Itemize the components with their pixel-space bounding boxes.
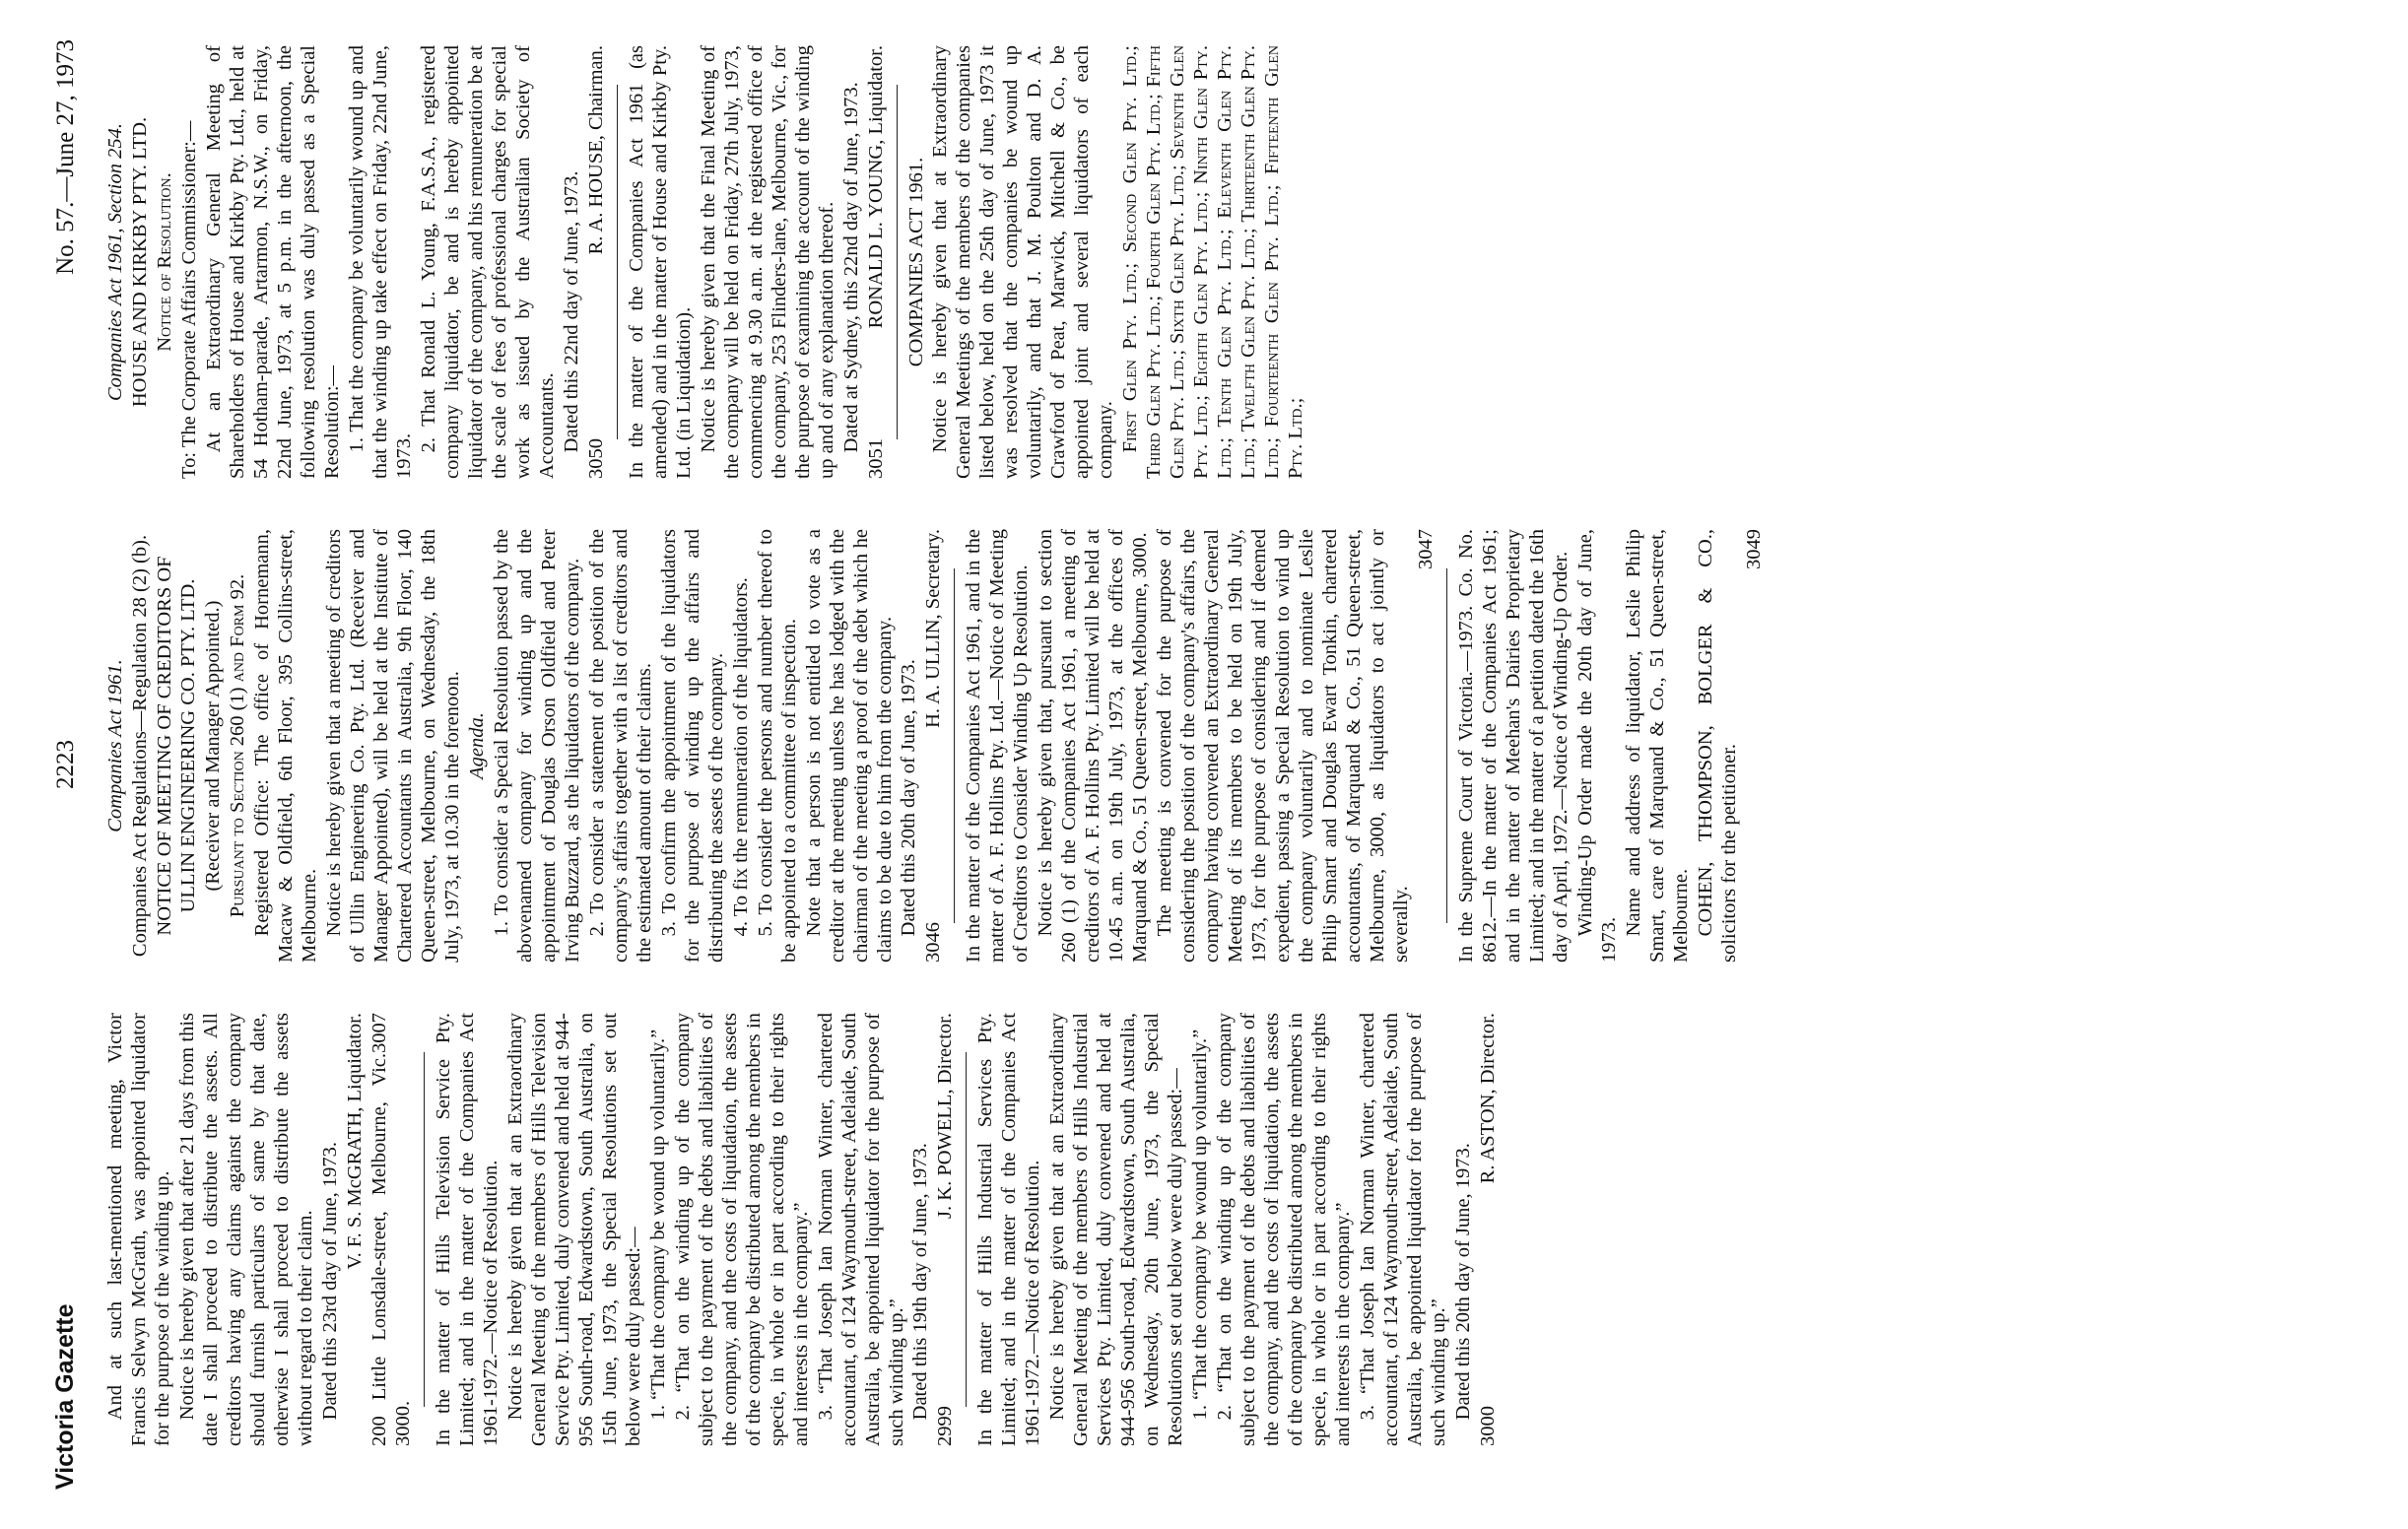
act-title: Companies Act 1961, Section 254.	[104, 122, 126, 402]
notice-subheading: Notice of Resolution.	[153, 172, 175, 352]
notice-subheading: (Receiver and Manager Appointed.)	[201, 600, 224, 892]
notice-title: In the matter of the Companies Act 1961, and in the matter of A. F. Hollins Pty. Ltd.—Notice of Meeting of Creditors to Consider Winding Up Resolution.	[963, 529, 1033, 963]
notice-heading: COMPANIES ACT 1961.	[904, 157, 927, 367]
notice-title: In the Supreme Court of Victoria.—1973. Co. No. 8612.—In the matter of the Companies Act 1961; and in the matter of Meehan's Dairies Proprietary Limited; and in the matter of a petition dated the 16th day of April, 1972.—Notice of Winding-Up Order.	[1455, 529, 1572, 963]
notice-title: In the matter of Hills Television Service Pty. Limited; and in the matter of the Companies Act 1961-1972.—Notice of Resolution.	[432, 1013, 502, 1446]
notice-text: Name and address of liquidator, Leslie Philip Smart, care of Marquand & Co., 51 Queen-street, Melbourne.	[1623, 529, 1692, 963]
notice-text: Notice is hereby given that after 21 days from this date I shall proceed to distribute the assets. All creditors having any claims against the company should furnish particulars of same by that date, otherwise I shall proceed to distribute the assets without regard to their claim.	[175, 1013, 316, 1446]
dated-line: Dated this 20th day of June, 1973.	[1452, 1143, 1475, 1421]
resolution: 1. That the company be voluntarily wound up and that the winding up take effect on Friday, 22nd June, 1973.	[345, 45, 415, 479]
dated-line: Dated this 20th day of June, 1973.	[898, 659, 920, 937]
divider	[1446, 568, 1447, 923]
publication-title: Victoria Gazette	[51, 1303, 79, 1490]
notice-text: Winding-Up Order made the 20th day of June, 1973.	[1574, 529, 1621, 963]
agenda-item: 3. To confirm the appointment of the liquidators for the purpose of winding up the affairs and distributing the assets of the company.	[657, 529, 727, 963]
dated-line: Dated this 23rd day of June, 1973.	[318, 1141, 341, 1421]
dated-line: Dated this 22nd day of June, 1973.	[560, 170, 582, 453]
dated-line: Dated this 19th day of June, 1973.	[909, 1143, 932, 1421]
dated-line: Dated at Sydney, this 22nd day of June, 1973.	[839, 82, 862, 453]
signature: 3046 H. A. ULLIN, Secretary.	[922, 529, 945, 963]
notice-text: Note that a person is not entitled to vote as a creditor at the meeting unless he has lodged with the chairman of the meeting a proof of the debt which he claims to be due to him from the company.	[802, 529, 896, 963]
agenda-item: 5. To consider the persons and number thereof to be appointed to a committee of inspection.	[754, 529, 800, 963]
resolution: 3. “That Joseph Ian Norman Winter, chartered accountant, of 124 Waymouth-street, Adelaide, South Australia, be appointed liquidator for the purpose of such winding up.”	[814, 1013, 907, 1446]
notice-number: 3047	[1415, 529, 1438, 569]
company-list: First Glen Pty. Ltd.; Second Glen Pty. Ltd.; Third Glen Pty. Ltd.; Fourth Glen Pty. Ltd.; Fifth Glen Pty. Ltd.; Sixth Glen Pty. Ltd.; Seventh Glen Pty. Ltd.; Eighth Glen Pty. Ltd.; Ninth Glen Pty. Ltd.; Tenth Glen Pty. Ltd.; Eleventh Glen Pty. Ltd.; Twelfth Glen Pty. Ltd.; Thirteenth Glen Pty. Ltd.; Fourteenth Glen Pty. Ltd.; Fifteenth Glen Pty. Ltd.;	[1119, 45, 1307, 479]
resolution: 1. “That the company be wound up voluntarily.”	[646, 1029, 669, 1421]
signature: 3050 R. A. HOUSE, Chairman.	[584, 45, 607, 479]
agenda-heading: Agenda.	[465, 712, 488, 779]
divider	[617, 85, 618, 439]
resolution: 3. “That Joseph Ian Norman Winter, chartered accountant, of 124 Waymouth-street, Adelaide, South Australia, be appointed liquidator for the purpose of such winding up.”	[1357, 1013, 1450, 1446]
notice-text: The meeting is convened for the purpose of considering the position of the company's affairs, the company having convened an Extraordinary General Meeting of its members to be held on 19th July, 1973, for the purpose of considering and if deemed expedient, passing a Special Resolution to wind up the company voluntarily and to nominate Leslie Philip Smart and Douglas Ewart Tonkin, chartered accountants, of Marquand & Co., 51 Queen-street, Melbourne, 3000, as liquidators to act jointly or severally.	[1154, 529, 1413, 963]
agenda-item: 2. To consider a statement of the position of the company's affairs together with a list of creditors and the estimated amount of their claims.	[585, 529, 655, 963]
regulation-line: Companies Act Regulations—Regulation 28 (2) (b).	[128, 534, 151, 958]
notice-text: Registered Office: The office of Hornemann, Macaw & Oldfield, 6th Floor, 395 Collins-street, Melbourne.	[250, 529, 320, 963]
addressee: To: The Corporate Affairs Commissioner:—	[177, 120, 200, 479]
divider	[954, 568, 955, 923]
column-3	[104, 45, 1309, 479]
notice-text: At an Extraordinary General Meeting of Shareholders of House and Kirkby Pty. Ltd., held at 54 Hotham-parade, Artarmon, N.S.W., on Friday, 22nd June, 1973, at 5 p.m. in the afternoon, the following resolution was duly passed as a Special Resolution:—	[202, 45, 343, 479]
notice-text: Notice is hereby given that at an Extraordinary General Meeting of the members of Hills Television Service Pty. Limited, duly convened and held at 944-956 South-road, Edwardstown, South Australia, on 15th June, 1973, the Special Resolutions set out below were duly passed:—	[503, 1013, 644, 1446]
page-header	[51, 39, 97, 1490]
address-line: 200 Little Lonsdale-street, Melbourne, Vic. 3000. 3007	[368, 1013, 414, 1446]
agenda-item: 4. To fix the remuneration of the liquidators.	[729, 577, 752, 937]
notice-text: And at such last-mentioned meeting, Victor Francis Selwyn McGrath, was appointed liquidator for the purpose of the winding up.	[104, 1013, 173, 1446]
issue-date: No. 57.—June 27, 1973	[52, 39, 79, 275]
notice-number: 3049	[1742, 529, 1765, 569]
signature: 2999 J. K. POWELL, Director.	[934, 1013, 957, 1446]
notice-title: In the matter of Hills Industrial Services Pty. Limited; and in the matter of the Companies Act 1961-1972.—Notice of Resolution.	[974, 1013, 1044, 1446]
divider	[424, 1052, 425, 1407]
resolution: 2. That Ronald L. Young, F.A.S.A., registered company liquidator, be and is hereby appointed liquidator of the company, and his remuneration be at the scale of fees of professional charges for special work as issued by the Australian Society of Accountants.	[417, 45, 558, 479]
resolution: 2. “That on the winding up of the company subject to the payment of the debts and liabilities of the company, and the costs of liquidation, the assets of the company be distributed among the members in specie, in whole or in part according to their rights and interests in the company.”	[671, 1013, 812, 1446]
signature: 3000 R. ASTON, Director.	[1477, 1013, 1500, 1446]
notice-text: Notice is hereby given that the Final Meeting of the company will be held on Friday, 27th July, 1973, commencing at 9.30 a.m. at the registered office of the company, 253 Flinders-lane, Melbourne, Vic., for the purpose of examining the account of the winding up and of any explanation thereof.	[697, 45, 837, 479]
notice-text: COHEN, THOMPSON, BOLGER & CO., solicitors for the petitioner.	[1694, 529, 1740, 963]
resolution: 1. “That the company be wound up voluntarily.”	[1189, 1029, 1212, 1421]
agenda-item: 1. To consider a Special Resolution passed by the abovenamed company for winding up and the appointment of Douglas Orson Oldfield and Peter Irving Buzzard, as the liquidators of the company.	[490, 529, 583, 963]
notice-title: In the matter of the Companies Act 1961 (as amended) and in the matter of House and Kirkby Pty. Ltd. (in Liquidation).	[625, 45, 695, 479]
divider	[897, 85, 898, 439]
page-number: 2223	[52, 740, 79, 789]
resolution: 2. “That on the winding up of the company subject to the payment of the debts and liabilities of the company, and the costs of liquidation, the assets of the company be distributed among the members in specie, in whole or in part according to their rights and interests in the company.”	[1214, 1013, 1355, 1446]
act-title: Companies Act 1961.	[104, 659, 126, 832]
notice-text: Notice is hereby given that, pursuant to section 260 (1) of the Companies Act 1961, a meeting of creditors of A. F. Hollins Pty. Limited will be held at 10.45 a.m. on 19th July, 1973, at the offices of Marquand & Co., 51 Queen-street, Melbourne, 3000.	[1035, 529, 1152, 963]
column-1	[104, 1013, 1502, 1446]
signature: 3051 RONALD L. YOUNG, Liquidator.	[864, 45, 887, 479]
notice-text: Notice is hereby given that a meeting of creditors of Ullin Engineering Co. Pty. Ltd. (Receiver and Manager Appointed), will be held at the Institute of Chartered Accountants in Australia, 9th Floor, 140 Queen-street, Melbourne, on Wednesday, the 18th July, 1973, at 10.30 in the forenoon.	[322, 529, 463, 963]
notice-heading: NOTICE OF MEETING OF CREDITORS OF ULLIN ENGINEERING CO. PTY. LTD.	[153, 556, 199, 936]
divider	[966, 1052, 967, 1407]
signature: V. F. S. McGRATH, Liquidator.	[343, 1013, 366, 1270]
pursuant-line: Pursuant to Section 260 (1) and Form 92.	[226, 573, 248, 918]
column-2	[104, 529, 1768, 963]
notice-text: Notice is hereby given that at an Extraordinary General Meeting of the members of Hills Industrial Services Pty. Limited, duly convened and held at 944-956 South-road, Edwardstown, South Australia, on Wednesday, 20th June, 1973, the Special Resolutions set out below were duly passed:—	[1046, 1013, 1187, 1446]
notice-heading: HOUSE AND KIRKBY PTY. LTD.	[128, 116, 151, 408]
notice-text: Notice is hereby given that at Extraordinary General Meetings of the members of the companies listed below, held on the 25th day of June, 1973 it was resolved that the companies be wound up voluntarily, and that J. M. Poulton and D. A. Crawford of Peat, Marwick, Mitchell & Co., be appointed joint and several liquidators of each company.	[929, 45, 1117, 479]
